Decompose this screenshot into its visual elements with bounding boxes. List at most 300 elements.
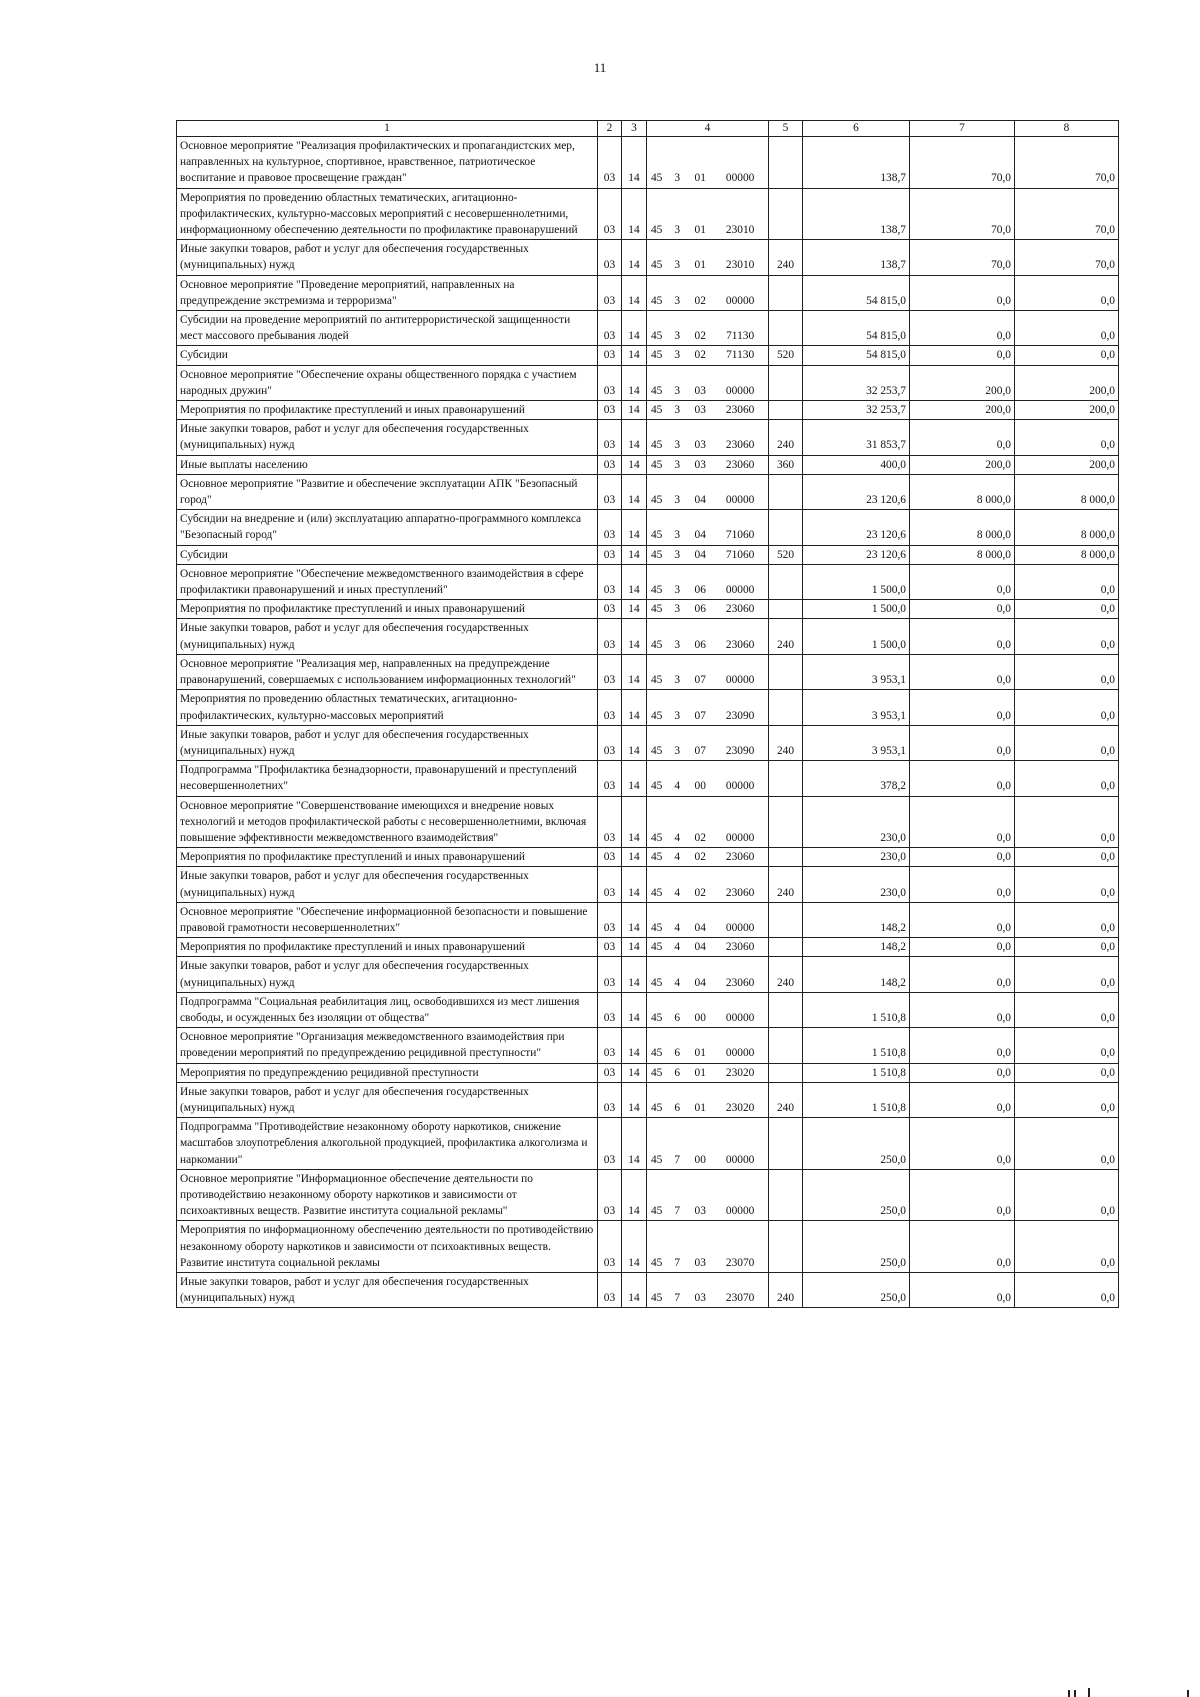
cell-c3: 14: [622, 992, 647, 1027]
table-row: [177, 137, 1119, 189]
code-part-k1: 45: [650, 1205, 663, 1218]
code-part-k2: 4: [674, 851, 681, 864]
cell-c8: 0,0: [1015, 1063, 1119, 1082]
cell-c2: 03: [598, 1221, 622, 1273]
cell-c6: 250,0: [803, 1221, 910, 1273]
cell-c6: 1 510,8: [803, 992, 910, 1027]
code-part-k1: 45: [650, 638, 663, 651]
cell-c7: 0,0: [910, 619, 1015, 654]
code-part-k1: 45: [650, 780, 663, 793]
code-part-k3: 03: [694, 404, 706, 417]
cell-c3: 14: [622, 690, 647, 725]
code-part-k4: 71060: [725, 548, 755, 561]
code-part-k2: 3: [674, 330, 681, 343]
cell-c7: 70,0: [910, 240, 1015, 275]
code-part-k3: 07: [694, 674, 706, 687]
cell-c5: 240: [769, 957, 803, 992]
cell-c3: 14: [622, 1063, 647, 1082]
cell-program-code: [647, 365, 769, 400]
cell-program-code: [647, 938, 769, 957]
code-part-k2: 6: [674, 1047, 681, 1060]
cell-c8: 0,0: [1015, 725, 1119, 760]
cell-program-code: [647, 690, 769, 725]
code-part-k1: 45: [650, 494, 663, 507]
cell-c3: 14: [622, 188, 647, 240]
cell-program-code: [647, 796, 769, 848]
cell-c6: 250,0: [803, 1273, 910, 1308]
table-row: [177, 867, 1119, 902]
code-part-k4: 00000: [725, 384, 755, 397]
cell-c5: 240: [769, 1082, 803, 1117]
code-part-k2: 7: [674, 1153, 681, 1166]
cell-c5: [769, 137, 803, 189]
cell-c8: 0,0: [1015, 654, 1119, 689]
cell-program-code: [647, 401, 769, 420]
cell-c3: 14: [622, 564, 647, 599]
code-part-k4: 00000: [725, 1153, 755, 1166]
cell-c8: 0,0: [1015, 761, 1119, 796]
code-part-k2: 4: [674, 941, 681, 954]
table-row: [177, 510, 1119, 545]
code-part-k4: 00000: [725, 584, 755, 597]
cell-program-code: [647, 545, 769, 564]
row-name: Мероприятия по профилактике преступлений и иных правонарушений: [177, 938, 598, 957]
table-row: [177, 690, 1119, 725]
cell-c8: 0,0: [1015, 1082, 1119, 1117]
cell-c7: 0,0: [910, 761, 1015, 796]
cell-c7: 200,0: [910, 401, 1015, 420]
code-part-k1: 45: [650, 1066, 663, 1079]
cell-c6: 54 815,0: [803, 275, 910, 310]
cell-c3: 14: [622, 1028, 647, 1063]
table-row: [177, 275, 1119, 310]
cell-c5: 240: [769, 420, 803, 455]
cell-c8: 70,0: [1015, 137, 1119, 189]
code-part-k3: 06: [694, 638, 706, 651]
table-row: [177, 902, 1119, 937]
code-part-k3: 03: [694, 1256, 706, 1269]
cell-c8: 0,0: [1015, 311, 1119, 346]
cell-c7: 200,0: [910, 365, 1015, 400]
code-part-k1: 45: [650, 1011, 663, 1024]
code-part-k3: 04: [694, 529, 706, 542]
code-part-k2: 3: [674, 172, 681, 185]
cell-c7: 0,0: [910, 867, 1015, 902]
cell-c6: 32 253,7: [803, 401, 910, 420]
code-part-k4: 00000: [725, 780, 755, 793]
cell-c5: [769, 1169, 803, 1221]
code-part-k2: 3: [674, 548, 681, 561]
cell-c3: 14: [622, 1082, 647, 1117]
table-row: [177, 619, 1119, 654]
code-part-k1: 45: [650, 831, 663, 844]
code-part-k4: 23060: [725, 886, 755, 899]
row-name: Основное мероприятие "Организация межведомственного взаимодействия при проведении мероприятий по предупреждению рецидивной преступности": [177, 1028, 598, 1063]
cell-c7: 0,0: [910, 1169, 1015, 1221]
code-part-k4: 00000: [725, 831, 755, 844]
row-name: Подпрограмма "Профилактика безнадзорности, правонарушений и преступлений несовершеннолетних": [177, 761, 598, 796]
header-cell: 3: [622, 121, 647, 137]
cell-c3: 14: [622, 902, 647, 937]
cell-c2: 03: [598, 420, 622, 455]
header-cell: 2: [598, 121, 622, 137]
cell-c6: 54 815,0: [803, 346, 910, 365]
row-name: Мероприятия по информационному обеспечению деятельности по противодействию незаконному обороту наркотиков и зависимости от психоактивных веществ. Развитие института социальной рекламы: [177, 1221, 598, 1273]
cell-c5: [769, 275, 803, 310]
cell-c6: 250,0: [803, 1118, 910, 1170]
cell-program-code: [647, 1028, 769, 1063]
cell-c8: 70,0: [1015, 188, 1119, 240]
cell-c2: 03: [598, 725, 622, 760]
cell-c6: 148,2: [803, 957, 910, 992]
table-row: [177, 420, 1119, 455]
cell-program-code: [647, 725, 769, 760]
code-part-k3: 04: [694, 494, 706, 507]
cell-c3: 14: [622, 867, 647, 902]
code-part-k2: 3: [674, 439, 681, 452]
code-part-k1: 45: [650, 1047, 663, 1060]
cell-c5: 240: [769, 240, 803, 275]
cell-program-code: [647, 1082, 769, 1117]
cell-c2: 03: [598, 938, 622, 957]
cell-c7: 0,0: [910, 1221, 1015, 1273]
row-name: Мероприятия по профилактике преступлений и иных правонарушений: [177, 600, 598, 619]
cell-c8: 0,0: [1015, 275, 1119, 310]
cell-c8: 0,0: [1015, 1118, 1119, 1170]
cell-c2: 03: [598, 957, 622, 992]
code-part-k4: 23060: [725, 603, 755, 616]
cell-c6: 23 120,6: [803, 545, 910, 564]
code-part-k1: 45: [650, 1101, 663, 1114]
budget-table: [176, 120, 1119, 1308]
code-part-k4: 00000: [725, 1047, 755, 1060]
table-row: [177, 564, 1119, 599]
cell-c5: [769, 188, 803, 240]
cell-c2: 03: [598, 902, 622, 937]
cell-c2: 03: [598, 401, 622, 420]
cell-c7: 8 000,0: [910, 474, 1015, 509]
cell-c7: 0,0: [910, 311, 1015, 346]
cell-c5: [769, 796, 803, 848]
cell-c5: [769, 654, 803, 689]
cell-c3: 14: [622, 654, 647, 689]
row-name: Основное мероприятие "Информационное обеспечение деятельности по противодействию незаконному обороту наркотиков и зависимости от психоактивных веществ. Развитие института социальной рекламы": [177, 1169, 598, 1221]
cell-c2: 03: [598, 474, 622, 509]
code-part-k1: 45: [650, 603, 663, 616]
cell-c6: 148,2: [803, 902, 910, 937]
cell-c6: 1 500,0: [803, 600, 910, 619]
cell-c5: 240: [769, 619, 803, 654]
code-part-k2: 3: [674, 744, 681, 757]
code-part-k3: 02: [694, 831, 706, 844]
code-part-k4: 00000: [725, 1011, 755, 1024]
code-part-k4: 71130: [726, 330, 755, 343]
cell-program-code: [647, 1118, 769, 1170]
code-part-k3: 06: [694, 584, 706, 597]
table-row: [177, 1273, 1119, 1308]
cell-c6: 31 853,7: [803, 420, 910, 455]
row-name: Мероприятия по профилактике преступлений и иных правонарушений: [177, 401, 598, 420]
code-part-k3: 01: [694, 1066, 706, 1079]
cell-c6: 378,2: [803, 761, 910, 796]
cell-c7: 0,0: [910, 992, 1015, 1027]
code-part-k1: 45: [650, 330, 663, 343]
row-name: Иные закупки товаров, работ и услуг для обеспечения государственных (муниципальных) нужд: [177, 619, 598, 654]
cell-c6: 1 510,8: [803, 1028, 910, 1063]
code-part-k2: 3: [674, 458, 681, 471]
cell-c5: 240: [769, 1273, 803, 1308]
cell-c2: 03: [598, 690, 622, 725]
cell-c3: 14: [622, 474, 647, 509]
code-part-k1: 45: [650, 886, 663, 899]
cell-c6: 32 253,7: [803, 365, 910, 400]
code-part-k3: 00: [694, 1011, 706, 1024]
code-part-k2: 7: [674, 1205, 681, 1218]
cell-c7: 0,0: [910, 346, 1015, 365]
cell-c3: 14: [622, 420, 647, 455]
code-part-k3: 01: [694, 1101, 706, 1114]
header-cell: 6: [803, 121, 910, 137]
cell-c8: 70,0: [1015, 240, 1119, 275]
row-name: Основное мероприятие "Реализация мер, направленных на предупреждение правонарушений, совершаемых с использованием информационных технологий": [177, 654, 598, 689]
row-name: Иные закупки товаров, работ и услуг для обеспечения государственных (муниципальных) нужд: [177, 867, 598, 902]
cell-c2: 03: [598, 761, 622, 796]
code-part-k4: 23060: [725, 851, 755, 864]
cell-c8: 0,0: [1015, 1273, 1119, 1308]
cell-c6: 1 510,8: [803, 1063, 910, 1082]
code-part-k3: 03: [694, 384, 706, 397]
code-part-k2: 4: [674, 780, 681, 793]
cell-c8: 0,0: [1015, 690, 1119, 725]
cell-program-code: [647, 867, 769, 902]
cell-c8: 8 000,0: [1015, 474, 1119, 509]
cell-c8: 0,0: [1015, 796, 1119, 848]
cell-c5: [769, 600, 803, 619]
cell-program-code: [647, 1273, 769, 1308]
code-part-k4: 23090: [725, 744, 755, 757]
table-row: [177, 365, 1119, 400]
cell-c2: 03: [598, 1273, 622, 1308]
code-part-k2: 3: [674, 674, 681, 687]
cell-c3: 14: [622, 311, 647, 346]
table-row: [177, 1118, 1119, 1170]
cell-c2: 03: [598, 848, 622, 867]
row-name: Иные закупки товаров, работ и услуг для обеспечения государственных (муниципальных) нужд: [177, 1273, 598, 1308]
row-name: Субсидии на внедрение и (или) эксплуатацию аппаратно-программного комплекса "Безопасный город": [177, 510, 598, 545]
table-row: [177, 654, 1119, 689]
cell-c6: 3 953,1: [803, 725, 910, 760]
cell-c7: 0,0: [910, 1063, 1015, 1082]
scan-mark: [1074, 1690, 1076, 1697]
code-part-k1: 45: [650, 294, 663, 307]
cell-c8: 0,0: [1015, 957, 1119, 992]
row-name: Иные выплаты населению: [177, 455, 598, 474]
cell-c7: 70,0: [910, 188, 1015, 240]
code-part-k3: 02: [694, 886, 706, 899]
code-part-k2: 3: [674, 349, 681, 362]
cell-c2: 03: [598, 545, 622, 564]
header-cell: 8: [1015, 121, 1119, 137]
cell-program-code: [647, 1169, 769, 1221]
code-part-k4: 00000: [725, 921, 755, 934]
cell-program-code: [647, 654, 769, 689]
cell-c5: [769, 992, 803, 1027]
cell-program-code: [647, 420, 769, 455]
cell-c3: 14: [622, 240, 647, 275]
cell-program-code: [647, 455, 769, 474]
code-part-k3: 01: [694, 1047, 706, 1060]
header-cell: 5: [769, 121, 803, 137]
table-row: [177, 992, 1119, 1027]
cell-c2: 03: [598, 1063, 622, 1082]
cell-program-code: [647, 902, 769, 937]
code-part-k1: 45: [650, 584, 663, 597]
code-part-k3: 01: [694, 259, 706, 272]
code-part-k2: 3: [674, 494, 681, 507]
row-name: Подпрограмма "Противодействие незаконному обороту наркотиков, снижение масштабов злоупотребления алкогольной продукцией, профилактика алкоголизма и наркомании": [177, 1118, 598, 1170]
row-name: Иные закупки товаров, работ и услуг для обеспечения государственных (муниципальных) нужд: [177, 240, 598, 275]
cell-c3: 14: [622, 796, 647, 848]
table-row: [177, 938, 1119, 957]
cell-c7: 0,0: [910, 275, 1015, 310]
header-row: [177, 121, 1119, 137]
code-part-k1: 45: [650, 439, 663, 452]
cell-c7: 0,0: [910, 1273, 1015, 1308]
cell-c7: 0,0: [910, 725, 1015, 760]
cell-c6: 250,0: [803, 1169, 910, 1221]
code-part-k1: 45: [650, 548, 663, 561]
code-part-k1: 45: [650, 941, 663, 954]
code-part-k2: 4: [674, 976, 681, 989]
scan-mark: [1068, 1690, 1070, 1697]
cell-c6: 1 500,0: [803, 619, 910, 654]
code-part-k3: 06: [694, 603, 706, 616]
row-name: Иные закупки товаров, работ и услуг для обеспечения государственных (муниципальных) нужд: [177, 725, 598, 760]
code-part-k1: 45: [650, 259, 663, 272]
code-part-k2: 4: [674, 831, 681, 844]
cell-c6: 400,0: [803, 455, 910, 474]
page-number: 11: [593, 60, 607, 75]
code-part-k1: 45: [650, 349, 663, 362]
code-part-k3: 07: [694, 709, 706, 722]
cell-c2: 03: [598, 1028, 622, 1063]
cell-c3: 14: [622, 1118, 647, 1170]
cell-c7: 0,0: [910, 957, 1015, 992]
table-row: [177, 474, 1119, 509]
cell-c8: 0,0: [1015, 867, 1119, 902]
cell-program-code: [647, 1221, 769, 1273]
code-part-k2: 4: [674, 886, 681, 899]
cell-c6: 23 120,6: [803, 510, 910, 545]
cell-c2: 03: [598, 275, 622, 310]
cell-c2: 03: [598, 796, 622, 848]
cell-c8: 200,0: [1015, 365, 1119, 400]
cell-c8: 0,0: [1015, 992, 1119, 1027]
code-part-k1: 45: [650, 458, 663, 471]
cell-c7: 8 000,0: [910, 545, 1015, 564]
code-part-k2: 7: [674, 1256, 681, 1269]
cell-c6: 230,0: [803, 848, 910, 867]
header-cell: 7: [910, 121, 1015, 137]
code-part-k1: 45: [650, 744, 663, 757]
code-part-k2: 4: [674, 921, 681, 934]
code-part-k3: 02: [694, 349, 706, 362]
cell-c7: 0,0: [910, 1028, 1015, 1063]
cell-c5: [769, 401, 803, 420]
code-part-k4: 71060: [725, 529, 755, 542]
code-part-k3: 04: [694, 921, 706, 934]
code-part-k1: 45: [650, 674, 663, 687]
cell-c7: 0,0: [910, 420, 1015, 455]
code-part-k4: 00000: [725, 1205, 755, 1218]
cell-program-code: [647, 275, 769, 310]
row-name: Основное мероприятие "Реализация профилактических и пропагандистских мер, направленных на культурное, спортивное, нравственное, патриотическое воспитание и правовое просвещение граждан": [177, 137, 598, 189]
row-name: Основное мероприятие "Совершенствование имеющихся и внедрение новых технологий и методов профилактической работы с несовершеннолетними, включая повышение эффективности межведомственного взаимодействия": [177, 796, 598, 848]
header-cell: 1: [177, 121, 598, 137]
cell-c2: 03: [598, 992, 622, 1027]
cell-c8: 0,0: [1015, 619, 1119, 654]
cell-program-code: [647, 137, 769, 189]
code-part-k4: 71130: [726, 349, 755, 362]
cell-c2: 03: [598, 188, 622, 240]
row-name: Подпрограмма "Социальная реабилитация лиц, освободившихся из мест лишения свободы, и осужденных без изоляции от общества": [177, 992, 598, 1027]
row-name: Субсидии на проведение мероприятий по антитеррористической защищенности мест массового пребывания людей: [177, 311, 598, 346]
code-part-k3: 01: [694, 172, 706, 185]
row-name: Основное мероприятие "Обеспечение информационной безопасности и повышение правовой грамотности несовершеннолетних": [177, 902, 598, 937]
cell-c2: 03: [598, 600, 622, 619]
cell-c5: 240: [769, 725, 803, 760]
code-part-k2: 3: [674, 638, 681, 651]
row-name: Мероприятия по проведению областных тематических, агитационно-профилактических, культурно-массовых мероприятий с несовершеннолетними, информационному обеспечению деятельности по профилактике правонарушений: [177, 188, 598, 240]
cell-c2: 03: [598, 137, 622, 189]
code-part-k3: 04: [694, 548, 706, 561]
cell-program-code: [647, 992, 769, 1027]
cell-program-code: [647, 510, 769, 545]
row-name: Субсидии: [177, 346, 598, 365]
table-row: [177, 761, 1119, 796]
cell-c5: [769, 564, 803, 599]
cell-c6: 1 500,0: [803, 564, 910, 599]
code-part-k1: 45: [650, 1256, 663, 1269]
cell-c6: 230,0: [803, 867, 910, 902]
code-part-k3: 03: [694, 439, 706, 452]
row-name: Основное мероприятие "Проведение мероприятий, направленных на предупреждение экстремизма и терроризма": [177, 275, 598, 310]
table-row: [177, 455, 1119, 474]
cell-c7: 0,0: [910, 902, 1015, 937]
table-row: [177, 957, 1119, 992]
cell-c7: 0,0: [910, 690, 1015, 725]
code-part-k4: 23020: [725, 1101, 755, 1114]
cell-c3: 14: [622, 957, 647, 992]
cell-c7: 70,0: [910, 137, 1015, 189]
code-part-k1: 45: [650, 404, 663, 417]
code-part-k1: 45: [650, 1292, 663, 1305]
code-part-k4: 00000: [725, 494, 755, 507]
code-part-k4: 23010: [725, 259, 755, 272]
cell-c5: 520: [769, 346, 803, 365]
code-part-k1: 45: [650, 384, 663, 397]
cell-c8: 0,0: [1015, 1028, 1119, 1063]
table-row: [177, 188, 1119, 240]
cell-c3: 14: [622, 545, 647, 564]
cell-c6: 1 510,8: [803, 1082, 910, 1117]
code-part-k3: 02: [694, 294, 706, 307]
cell-c5: 360: [769, 455, 803, 474]
cell-c2: 03: [598, 510, 622, 545]
cell-c3: 14: [622, 346, 647, 365]
cell-c3: 14: [622, 401, 647, 420]
cell-c8: 0,0: [1015, 1221, 1119, 1273]
